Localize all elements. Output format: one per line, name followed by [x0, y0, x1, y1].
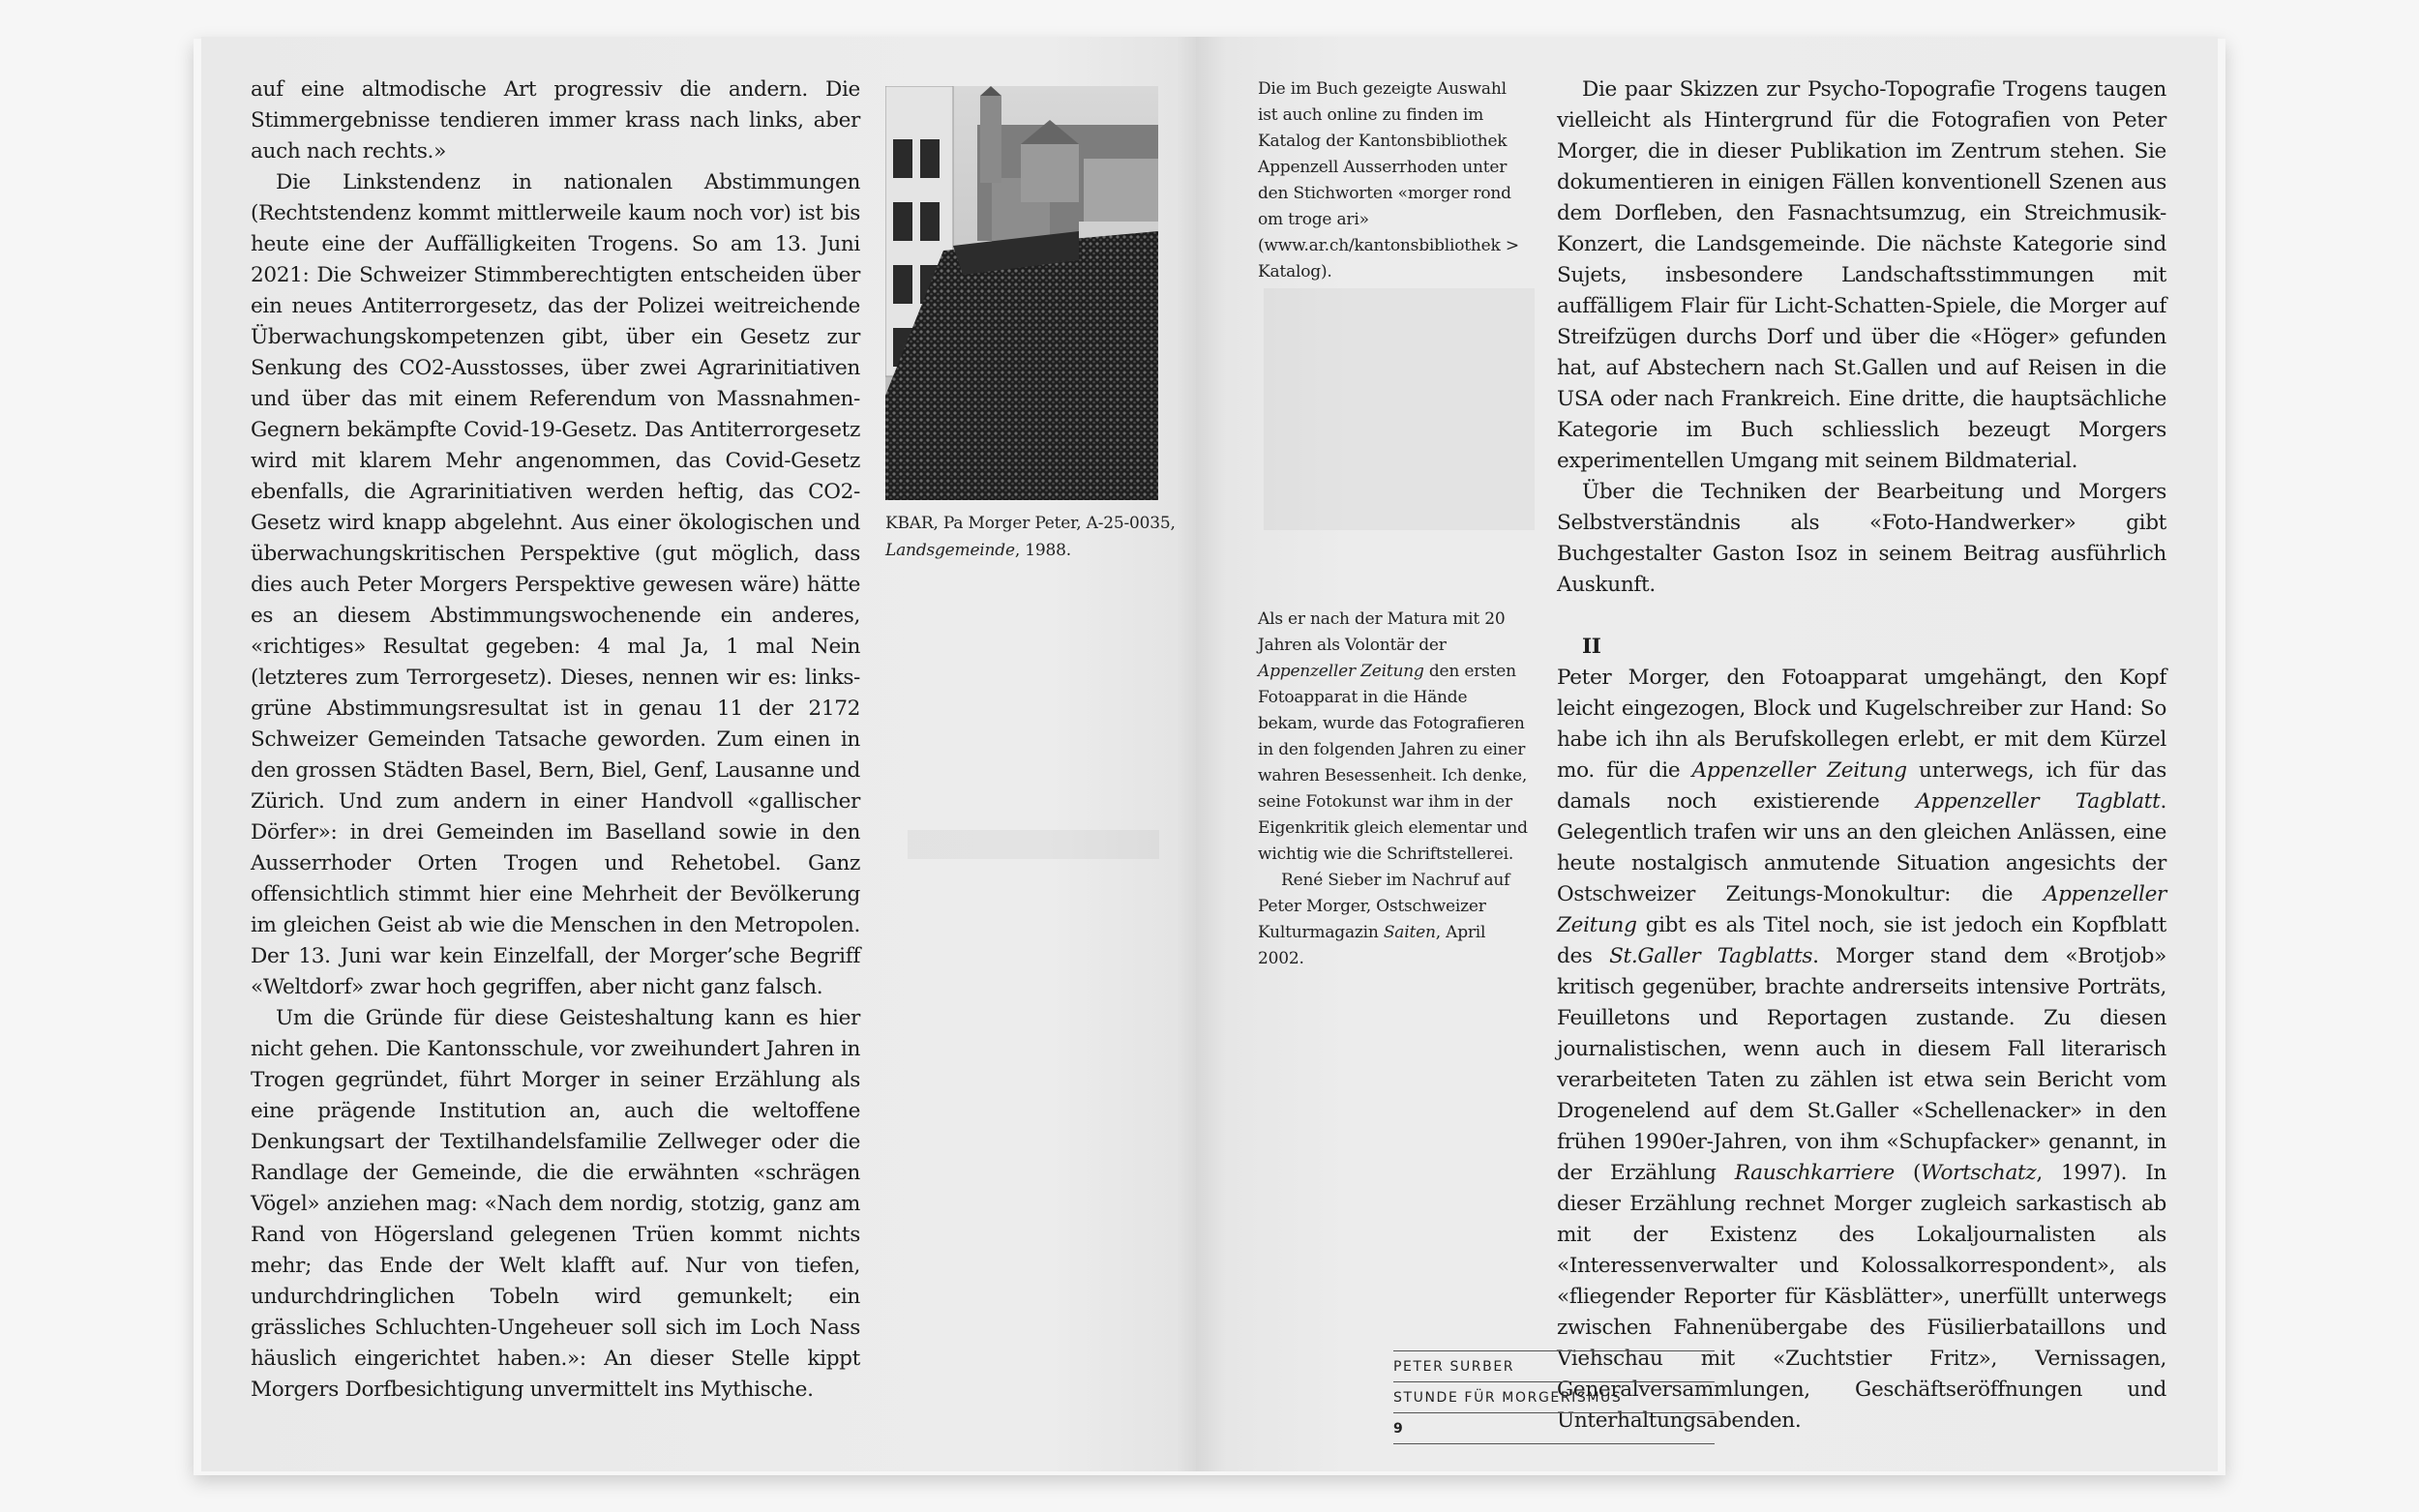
- p3-t4: gibt es als Titel noch, sie ist jedoch ein Kopfblatt des: [1557, 913, 2166, 968]
- p3-t3: . Gelegentlich trafen wir uns an den gleichen Anlässen, eine heute nostalgisch anmutende Situation angesichts der Ostschweizer Zeitungs-Monokultur: die: [1557, 789, 2166, 906]
- caption-line-1: KBAR, Pa Morger Peter, A-25-0035,: [885, 514, 1176, 533]
- side-note-quote: [1258, 607, 1529, 972]
- running-footer: [1393, 1350, 1715, 1444]
- left-paragraph-2: Die Linkstendenz in nationalen Abstimmungen (Rechtstendenz kommt mittlerweile kaum noch vor) ist bis heute eine der Auffälligkeiten Trogens. So am 13. Juni 2021: Die Schweizer Stimmberechtigten entscheiden über ein neues Antiterrorgesetz, das der Polizei weitreichende Überwachungskompetenzen gibt, über ein Gesetz zur Senkung des CO2-Ausstosses, über zwei Agrarinitiativen und über das mit einem Referendum von Massnahmen-Gegnern bekämpfte Covid-19-Gesetz. Das Antiterrorgesetz wird mit klarem Mehr angenommen, das Covid-Gesetz ebenfalls, die Agrarinitiativen werden heftig, das CO2-Gesetz wird knapp abgelehnt. Aus einer ökologischen und überwachungskritischen Perspektive (gut möglich, dass dies auch Peter Morgers Perspektive gewesen wäre) hätte es an diesem Abstimmungswochenende ein anderes, «richtiges» Resultat gegeben: 4 mal Ja, 1 mal Nein (letzteres zum Terrorgesetz). Dieses, nennen wir es: links-grüne Abstimmungsresultat ist in genau 11 der 2172 Schweizer Gemeinden Tatsache geworden. Zum einen in den grossen Städten Basel, Bern, Biel, Genf, Lausanne und Zürich. Und zum andern in einer Handvoll «gallischer Dörfer»: in drei Gemeinden im Baselland sowie in den Ausserrhoder Orten Trogen und Rehetobel. Ganz offensichtlich stimmt hier eine Mehrheit der Bevölkerung im gleichen Geist ab wie die Menschen in den Metropolen. Der 13. Juni war kein Einzelfall, der Morger’sche Begriff «Weltdorf» zwar hoch gegriffen, aber nicht ganz falsch.: [251, 170, 860, 999]
- caption-line-2: [885, 537, 1176, 564]
- quote-text-b: den ersten Fotoapparat in die Hände bekam, wurde das Fotografieren in den folgenden Jahren zu einer wahren Besessenheit. Ich denke, seine Fotokunst war ihm in der Eigenkritik gleich elementar und wichtig wie die Schriftstellerei.: [1258, 662, 1528, 864]
- right-body-text: [1557, 74, 2166, 1437]
- section-number: II: [1582, 635, 1601, 659]
- caption-title: Landsgemeinde: [885, 541, 1015, 560]
- p3-t2: unterwegs, ich für das damals noch existierende: [1557, 758, 2166, 814]
- side-note-1-text: Die im Buch gezeigte Auswahl ist auch online zu finden im Katalog der Kantonsbibliothek Appenzell Ausserrhoden unter den Stichworten «morger rond om troge ari» (www.ar.ch/kantonsbibliothek > Katalog).: [1258, 79, 1519, 282]
- p3-i6: Wortschatz: [1921, 1161, 2037, 1185]
- left-paragraph-1: auf eine altmodische Art progressiv die andern. Die Stimmergebnisse tendieren immer krass nach links, aber auch nach rechts.»: [251, 77, 860, 163]
- p3-t1: Peter Morger, den Fotoapparat umgehängt, den Kopf leicht eingezogen, Block und Kugelschreiber zur Hand: So habe ich ihn als Berufskollegen erlebt, er mit dem Kürzel mo. für die: [1557, 666, 2166, 783]
- quote-text-a: Als er nach der Matura mit 20 Jahren als Volontär der: [1258, 609, 1506, 655]
- p3-i1: Appenzeller Zeitung: [1691, 758, 1907, 783]
- right-paragraph-2: Über die Techniken der Bearbeitung und Morgers Selbstverständnis als «Foto-Handwerker» gibt Buchgestalter Gaston Isoz in seinem Beitrag ausführlich Auskunft.: [1557, 480, 2166, 597]
- attribution-italic: Saiten: [1383, 923, 1436, 942]
- p3-t5: . Morger stand dem «Brotjob» kritisch gegenüber, brachte andrerseits intensive Porträts, Feuilletons und Reportagen zustande. Zu diesen journalistischen, wenn auch in diesem Fall literarisch verarbeiteten Taten zu zählen ist etwa sein Bericht vom Drogenelend auf dem St.Galler «Schellenacker» in den frühen 1990er-Jahren, von ihm «Schupfacker» genannt, in der Erzählung: [1557, 944, 2166, 1185]
- p3-i3: Appenzeller Zeitung: [1557, 882, 2166, 937]
- attribution-b: , April 2002.: [1258, 923, 1486, 968]
- p3-i2: Appenzeller Tagblatt: [1916, 789, 2161, 814]
- side-note-2-text: [1258, 607, 1529, 868]
- footer-author: PETER SURBER: [1393, 1350, 1715, 1381]
- side-note-online: [1258, 76, 1529, 285]
- show-through: [908, 830, 1159, 859]
- photo-caption: [885, 510, 1176, 564]
- attribution-a: René Sieber im Nachruf auf Peter Morger, Ostschweizer Kulturmagazin: [1258, 871, 1510, 942]
- show-through: [1264, 288, 1535, 530]
- p3-i4: St.Galler Tagblatts: [1609, 944, 1813, 968]
- right-paragraph-1: Die paar Skizzen zur Psycho-Topografie Trogens taugen vielleicht als Hintergrund für die Fotografien von Peter Morger, die in dieser Publikation im Zentrum stehen. Sie dokumentieren in einigen Fällen konventionell Szenen aus dem Dorfleben, den Fasnachtsumzug, ein Streichmusik-Konzert, die Landsgemeinde. Die nächste Kategorie sind Sujets, insbesondere Landschaftsstimmungen mit auffälligem Flair für Licht-Schatten-Spiele, die Morger auf Streifzügen durchs Dorf und über die «Höger» gefunden hat, auf Abstechern nach St.Gallen und auf Reisen in die USA oder nach Frankreich. Eine dritte, die hauptsächliche Kategorie im Buch schliesslich bezeugt Morgers experimentellen Umgang mit seinem Bildmaterial.: [1557, 77, 2166, 473]
- p3-t6: (: [1894, 1161, 1922, 1185]
- footer-title: STUNDE FÜR MORGERISMUS: [1393, 1381, 1715, 1412]
- p3-t7: , 1997). In dieser Erzählung rechnet Morger zugleich sarkastisch ab mit der Existenz des Lokaljournalisten als «Interessenverwalter und Kolossalkorrespondent», als «fliegender Reporter für Käsblätter», unerfüllt unterwegs zwischen Fahnenübergabe des Füsilierbataillons und Viehschau mit «Zuchtstier Fritz», Vernissagen, Generalversammlungen, Geschäftseröffnungen und Unterhaltungsabenden.: [1557, 1161, 2166, 1433]
- page-number: 9: [1393, 1412, 1715, 1444]
- p3-i5: Rauschkarriere: [1734, 1161, 1895, 1185]
- left-body-text: [251, 74, 860, 1406]
- side-note-2-attribution: [1258, 868, 1529, 972]
- caption-year: , 1988.: [1014, 541, 1071, 560]
- quote-italic: Appenzeller Zeitung: [1258, 662, 1424, 681]
- right-paragraph-3: [1557, 663, 2166, 1437]
- landsgemeinde-photo: [885, 86, 1158, 500]
- left-paragraph-3: Um die Gründe für diese Geisteshaltung kann es hier nicht gehen. Die Kantonsschule, vor zweihundert Jahren in Trogen gegründet, führt Morger in seiner Erzählung als eine prägende Institution an, auch die weltoffene Denkungsart der Textilhandelsfamilie Zellweger oder die Randlage der Gemeinde, die die erwähnten «schrägen Vögel» anziehen mag: «Nach dem nordig, stotzig, ganz am Rand von Högersland gelegenen Trüen kommt nichts mehr; das Ende der Welt klafft auf. Nur von tiefen, undurchdringlichen Tobeln wird gemunkelt; ein grässliches Schluchten-Ungeheuer soll sich im Loch Nass häuslich eingerichtet haben.»: An dieser Stelle kippt Morgers Dorfbesichtigung unvermittelt ins Mythische.: [251, 1006, 860, 1402]
